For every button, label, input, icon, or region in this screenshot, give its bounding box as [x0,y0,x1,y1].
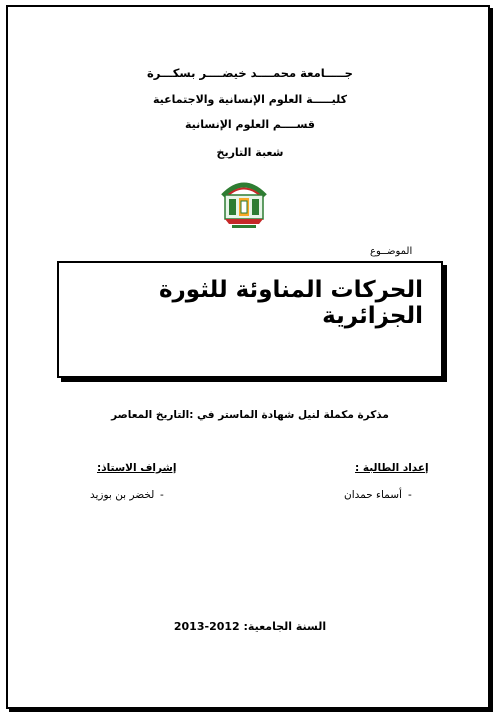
student-label: إعداد الطالبة : [355,462,429,474]
title-box [57,261,443,378]
supervisor-bullet: - [160,489,164,501]
faculty-name: كليـــــة العلوم الإنسانية والاجتماعية [153,93,347,106]
university-emblem-icon [219,176,269,230]
student-bullet: - [408,489,412,501]
thesis-title: الحركات المناوئة للثورة الجزائرية [158,277,423,329]
department-name: قســــم العلوم الإنسانية [185,118,315,131]
division-name: شعبة التاريخ [216,146,284,159]
degree-line: مذكرة مكملة لنيل شهادة الماستر في :التاريخ المعاصر [111,409,389,421]
topic-label: الموضــوع [370,246,413,257]
student-name: أسماء حمدان [344,489,402,501]
supervisor-label: إشراف الاستاذ: [97,462,177,474]
supervisor-name: لخضر بن بوزيد [90,489,155,501]
university-name: جـــــامعة محمــــد خيضــــر بسكـــرة [147,66,353,80]
academic-year: السنة الجامعية: 2012-2013 [173,620,327,633]
